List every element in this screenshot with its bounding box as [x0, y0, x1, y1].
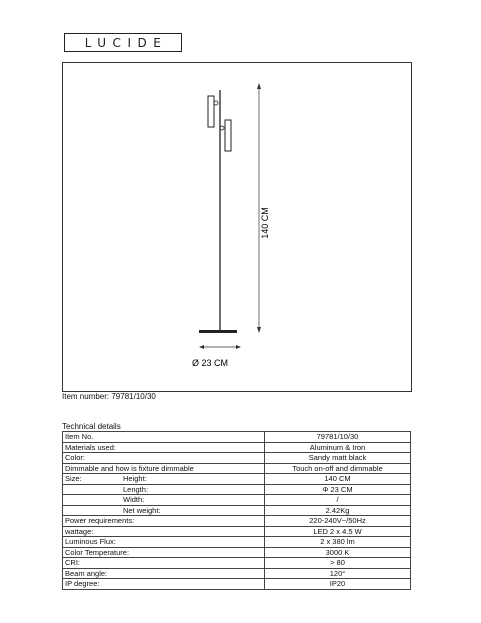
spec-label: Color:	[63, 453, 265, 464]
spec-value: Sandy matt black	[265, 453, 411, 464]
spec-value: 2.42Kg	[265, 505, 411, 516]
table-row	[63, 505, 411, 516]
spec-group-label: Size:	[65, 474, 82, 483]
spec-label	[63, 474, 265, 485]
brand-logo-text: LUCIDE	[84, 35, 168, 50]
table-row	[63, 453, 411, 464]
diameter-arrow-left	[199, 345, 204, 349]
spec-value: 220-240V~/50Hz	[265, 516, 411, 527]
spec-label: Dimmable and how is fixture dimmable	[63, 463, 265, 474]
table-row	[63, 537, 411, 548]
spec-value: /	[265, 495, 411, 506]
table-row	[63, 495, 411, 506]
spec-label: IP degree:	[63, 579, 265, 590]
height-label: 140 CM	[260, 207, 270, 239]
table-row	[63, 547, 411, 558]
spec-label: Luminous Flux:	[63, 537, 265, 548]
diameter-label: Ø 23 CM	[191, 358, 229, 368]
spec-label: wattage:	[63, 526, 265, 537]
table-row	[63, 579, 411, 590]
height-arrow-top	[257, 83, 261, 89]
table-row	[63, 484, 411, 495]
spec-value: Aluminum & Iron	[265, 442, 411, 453]
item-number: Item number: 79781/10/30	[62, 392, 156, 401]
lamp-joint-upper	[214, 101, 218, 105]
table-row	[63, 526, 411, 537]
spec-value: 120°	[265, 568, 411, 579]
floor-lamp-drawing	[63, 63, 411, 391]
brand-logo	[64, 33, 182, 52]
technical-details-table	[62, 431, 411, 590]
spec-label: Power requirements:	[63, 516, 265, 527]
spec-value: 2 x 380 lm	[265, 537, 411, 548]
spec-value: Φ 23 CM	[265, 484, 411, 495]
lamp-base	[199, 330, 237, 333]
spec-sublabel: Net weight:	[63, 505, 265, 516]
spec-label: Color Temperature:	[63, 547, 265, 558]
spec-label: Materials used:	[63, 442, 265, 453]
diameter-arrow-right	[236, 345, 241, 349]
table-row	[63, 516, 411, 527]
height-arrow-bottom	[257, 327, 261, 333]
spec-label: CRI:	[63, 558, 265, 569]
lamp-head-lower	[225, 120, 231, 151]
table-row	[63, 442, 411, 453]
spec-value: LED 2 x 4.5 W	[265, 526, 411, 537]
spec-label: Beam angle:	[63, 568, 265, 579]
spec-label: Item No.	[63, 432, 265, 443]
spec-value: Touch on-off and dimmable	[265, 463, 411, 474]
table-row	[63, 568, 411, 579]
product-drawing-frame	[62, 62, 412, 392]
spec-value: 140 CM	[265, 474, 411, 485]
table-row	[63, 474, 411, 485]
spec-value: IP20	[265, 579, 411, 590]
table-row	[63, 558, 411, 569]
lamp-head-upper	[208, 96, 214, 127]
spec-sublabel: Length:	[63, 484, 265, 495]
spec-value: > 80	[265, 558, 411, 569]
spec-value: 3000 K	[265, 547, 411, 558]
table-row	[63, 463, 411, 474]
spec-value: 79781/10/30	[265, 432, 411, 443]
table-row	[63, 432, 411, 443]
spec-sublabel: Width:	[63, 495, 265, 506]
technical-details-title: Technical details	[62, 422, 121, 431]
spec-sublabel: Height:	[123, 474, 147, 483]
